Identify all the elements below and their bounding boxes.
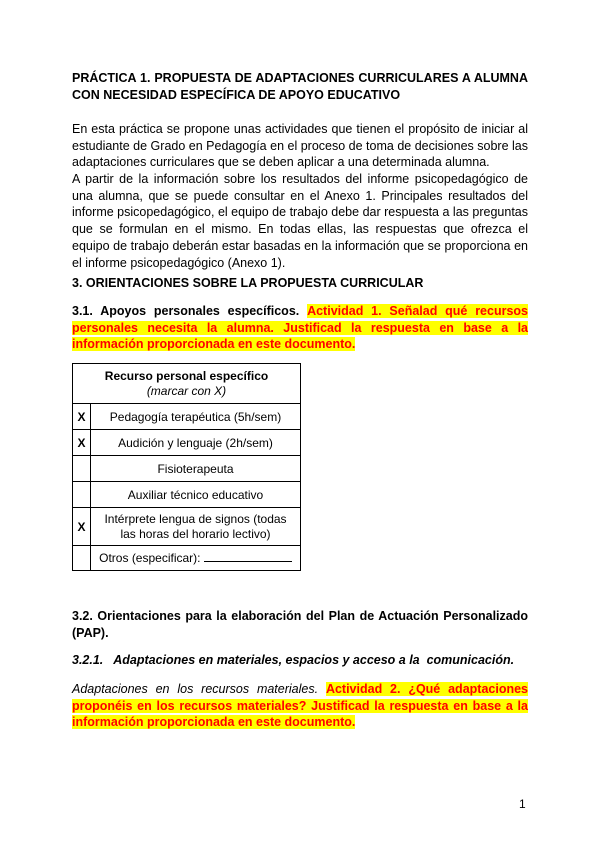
row-label: Pedagogía terapéutica (5h/sem): [91, 404, 301, 430]
fill-in-line: [204, 551, 292, 562]
table-row: [73, 482, 301, 508]
section-3-1-label: 3.1. Apoyos personales específicos.: [72, 304, 300, 318]
materials-label: Adaptaciones en los recursos materiales.: [72, 682, 319, 696]
row-label: Intérprete lengua de signos (todas las horas del horario lectivo): [91, 508, 301, 546]
intro-paragraph-2: A partir de la información sobre los resultados del informe psicopedagógico de una alumna, que se puede consultar en el Anexo 1. Principales resultados del informe psicopedagógico, el equipo de trabajo debe dar respuesta a las preguntas que se formulan en el mismo. En todas ellas, las respuestas que ofrezca el equipo de trabajo deberán estar basadas en la información que se proporciona en el informe psicopedagógico (Anexo 1).: [72, 172, 528, 270]
row-mark: X: [73, 508, 91, 546]
row-label: Auxiliar técnico educativo: [91, 482, 301, 508]
resources-table-header: [73, 364, 301, 404]
table-row: [73, 430, 301, 456]
table-row: [73, 508, 301, 546]
table-header-title: Recurso personal específico: [104, 368, 269, 383]
row-label: Audición y lenguaje (2h/sem): [91, 430, 301, 456]
row-label: Otros (especificar):: [99, 551, 201, 565]
row-mark: [73, 482, 91, 508]
table-row: [73, 404, 301, 430]
resources-table: [72, 363, 301, 571]
table-header-subtitle: (marcar con X): [146, 383, 227, 398]
row-mark: X: [73, 430, 91, 456]
section-3-2-1-block: [72, 681, 528, 731]
document-title: PRÁCTICA 1. PROPUESTA DE ADAPTACIONES CURRICULARES A ALUMNA CON NECESIDAD ESPECÍFICA DE APOYO EDUCATIVO: [72, 71, 528, 102]
page-number: 1: [519, 797, 526, 811]
row-mark: [73, 546, 91, 571]
activity-1-highlight: Actividad 1. Señalad qué recursos personales necesita la alumna. Justificad la respuesta en base a la información proporcionada en este documento.: [72, 304, 528, 351]
row-label: Fisioterapeuta: [91, 456, 301, 482]
intro-paragraph-1: En esta práctica se propone unas actividades que tienen el propósito de iniciar al estudiante de Grado en Pedagogía en el proceso de toma de decisiones sobre las adaptaciones curriculares que se deben aplicar a una determinada alumna.: [72, 122, 528, 170]
activity-2-highlight: Actividad 2. ¿Qué adaptaciones proponéis en los recursos materiales? Justificad la respuesta en base a la información proporcionada en este documento.: [72, 682, 528, 729]
row-mark: X: [73, 404, 91, 430]
section-3-2-heading: 3.2. Orientaciones para la elaboración del Plan de Actuación Personalizado (PAP).: [72, 609, 528, 640]
table-row: [73, 456, 301, 482]
row-mark: [73, 456, 91, 482]
section-3-2-1-heading: 3.2.1. Adaptaciones en materiales, espacios y acceso a la comunicación.: [72, 653, 515, 667]
section-3-1-block: [72, 303, 528, 353]
row-label-other: [91, 546, 301, 571]
section-3-heading: 3. ORIENTACIONES SOBRE LA PROPUESTA CURRICULAR: [72, 276, 424, 290]
table-row: [73, 546, 301, 571]
